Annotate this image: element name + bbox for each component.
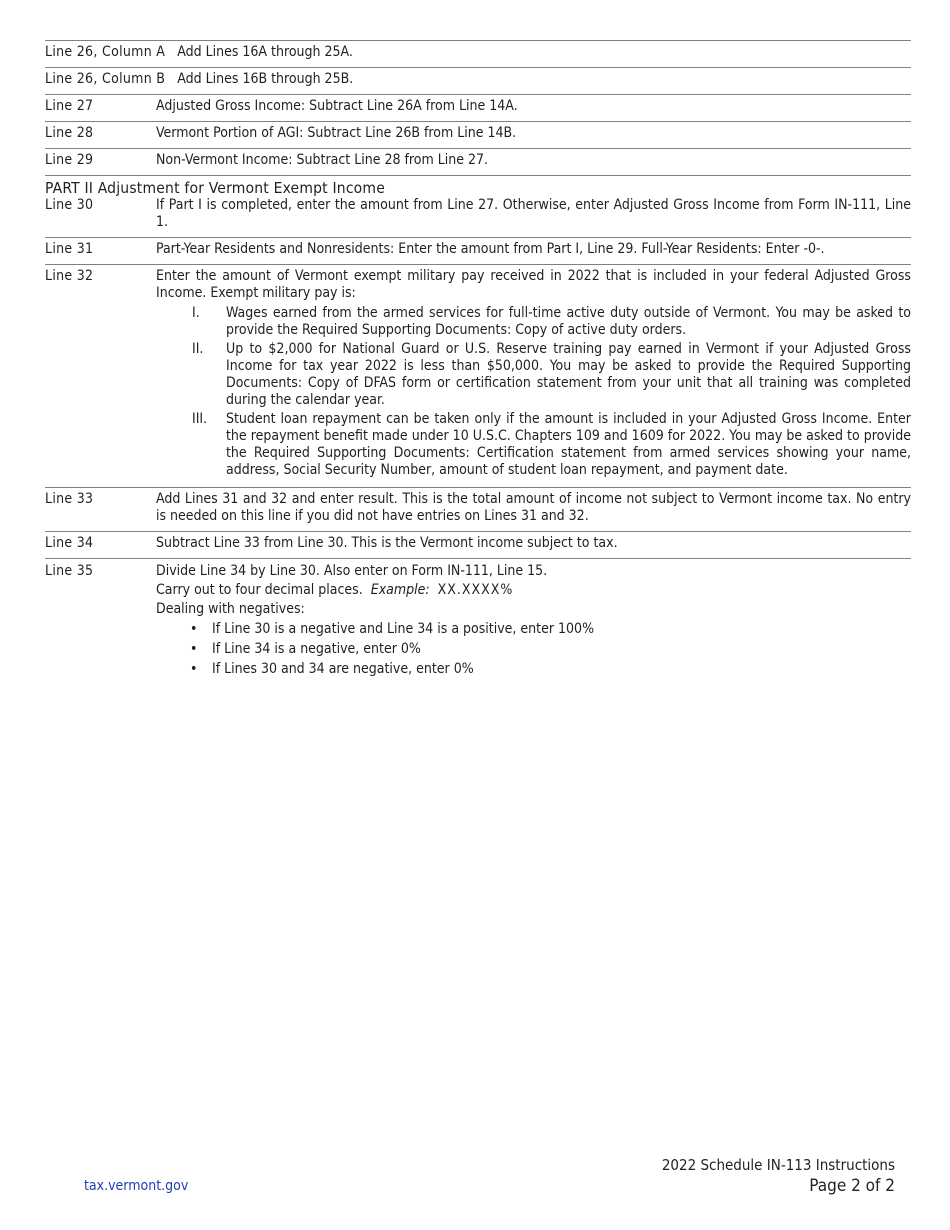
bullet-icon: • <box>190 641 198 657</box>
line-instruction: If Part I is completed, enter the amount from Line 27. Otherwise, enter Adjusted Gross Income from Form IN-111, Line 1. <box>156 197 911 230</box>
line-label: Line 33 <box>45 491 94 507</box>
list-item-text: If Line 30 is a negative and Line 34 is a positive, enter 100% <box>212 621 595 637</box>
list-item <box>156 411 911 479</box>
line-label: Line 27 <box>45 98 94 114</box>
tax-website-link[interactable]: tax.vermont.gov <box>84 1178 189 1194</box>
list-item-text: Student loan repayment can be taken only if the amount is included in your Adjusted Gross Income. Enter the repayment benefit made under 10 U.S.C. Chapters 109 and 1609 for 2022. You may be asked to provide the Required Supporting Documents: Certification statement from armed services showing your name, address, Social Security Number, amount of student loan repayment, and payment date. <box>226 411 911 478</box>
list-item-number: II. <box>192 341 204 357</box>
footer <box>662 1155 895 1197</box>
list-item-text: If Lines 30 and 34 are negative, enter 0% <box>212 661 474 677</box>
line-35-row <box>45 558 911 689</box>
list-item <box>156 341 911 409</box>
list-item-number: I. <box>192 305 200 321</box>
line-instruction <box>156 268 911 481</box>
instructions-page <box>45 40 911 689</box>
list-item <box>156 621 911 638</box>
document-title: 2022 Schedule IN-113 Instructions <box>661 1156 895 1174</box>
list-item <box>156 661 911 678</box>
line-label: Line 26, Column B <box>45 71 166 87</box>
list-item <box>156 305 911 339</box>
line-instruction: Add Lines 16B through 25B. <box>177 71 354 87</box>
negatives-list <box>156 621 911 678</box>
line-label: Line 31 <box>45 241 94 257</box>
line-label: Line 30 <box>45 197 94 213</box>
line-label: Line 26, Column A <box>45 44 166 60</box>
list-item <box>156 641 911 658</box>
part-2-heading: PART II Adjustment for Vermont Exempt Income <box>45 179 385 197</box>
example-value: XX.XXXX% <box>437 582 514 598</box>
line-26a-row <box>45 40 911 67</box>
line-instruction: Vermont Portion of AGI: Subtract Line 26B from Line 14B. <box>156 125 517 141</box>
list-item-text: Wages earned from the armed services for full-time active duty outside of Vermont. You may be asked to provide the Required Supporting Documents: Copy of active duty orders. <box>226 305 911 338</box>
line-26b-row <box>45 67 911 94</box>
line-30-row <box>45 197 911 231</box>
line-instruction: Non-Vermont Income: Subtract Line 28 from Line 27. <box>156 152 489 168</box>
page-number: Page 2 of 2 <box>809 1176 895 1196</box>
line-29-row <box>45 148 911 175</box>
line-34-row <box>45 531 911 558</box>
example-label: Example: <box>370 582 430 598</box>
bullet-icon: • <box>190 621 198 637</box>
line-instruction: Adjusted Gross Income: Subtract Line 26A from Line 14A. <box>156 98 518 114</box>
list-item-text: If Line 34 is a negative, enter 0% <box>212 641 421 657</box>
line-instruction: Subtract Line 33 from Line 30. This is the Vermont income subject to tax. <box>156 535 618 551</box>
line-instruction: Part-Year Residents and Nonresidents: Enter the amount from Part I, Line 29. Full-Year Residents: Enter -0-. <box>156 241 825 257</box>
line-label: Line 32 <box>45 268 94 284</box>
list-item-number: III. <box>192 411 208 427</box>
line-31-row <box>45 237 911 264</box>
line-label: Line 29 <box>45 152 94 168</box>
negatives-heading: Dealing with negatives: <box>156 601 305 617</box>
line-32-row <box>45 264 911 487</box>
part-2-section <box>45 175 911 237</box>
list-item-text: Up to $2,000 for National Guard or U.S. Reserve training pay earned in Vermont if your Adjusted Gross Income for tax year 2022 is less than $50,000. You may be asked to provide the Required Supporting Documents: Copy of DFAS form or certification statement from your unit that all training was completed during the calendar year. <box>226 341 911 408</box>
line-32-intro: Enter the amount of Vermont exempt military pay received in 2022 that is included in your federal Adjusted Gross Income. Exempt military pay is: <box>156 268 911 301</box>
line-33-row <box>45 487 911 531</box>
line-27-row <box>45 94 911 121</box>
line-35-step-2 <box>156 582 911 599</box>
line-instruction <box>156 563 911 681</box>
line-label: Line 35 <box>45 563 94 579</box>
decimal-instruction: Carry out to four decimal places. <box>156 582 363 598</box>
bullet-icon: • <box>190 661 198 677</box>
line-label: Line 28 <box>45 125 94 141</box>
line-35-step-1: Divide Line 34 by Line 30. Also enter on Form IN-111, Line 15. <box>156 563 548 579</box>
line-label: Line 34 <box>45 535 94 551</box>
line-instruction: Add Lines 16A through 25A. <box>177 44 353 60</box>
line-28-row <box>45 121 911 148</box>
military-pay-list <box>156 305 911 479</box>
line-instruction: Add Lines 31 and 32 and enter result. This is the total amount of income not subject to Vermont income tax. No entry is needed on this line if you did not have entries on Lines 31 and 32. <box>156 491 911 524</box>
